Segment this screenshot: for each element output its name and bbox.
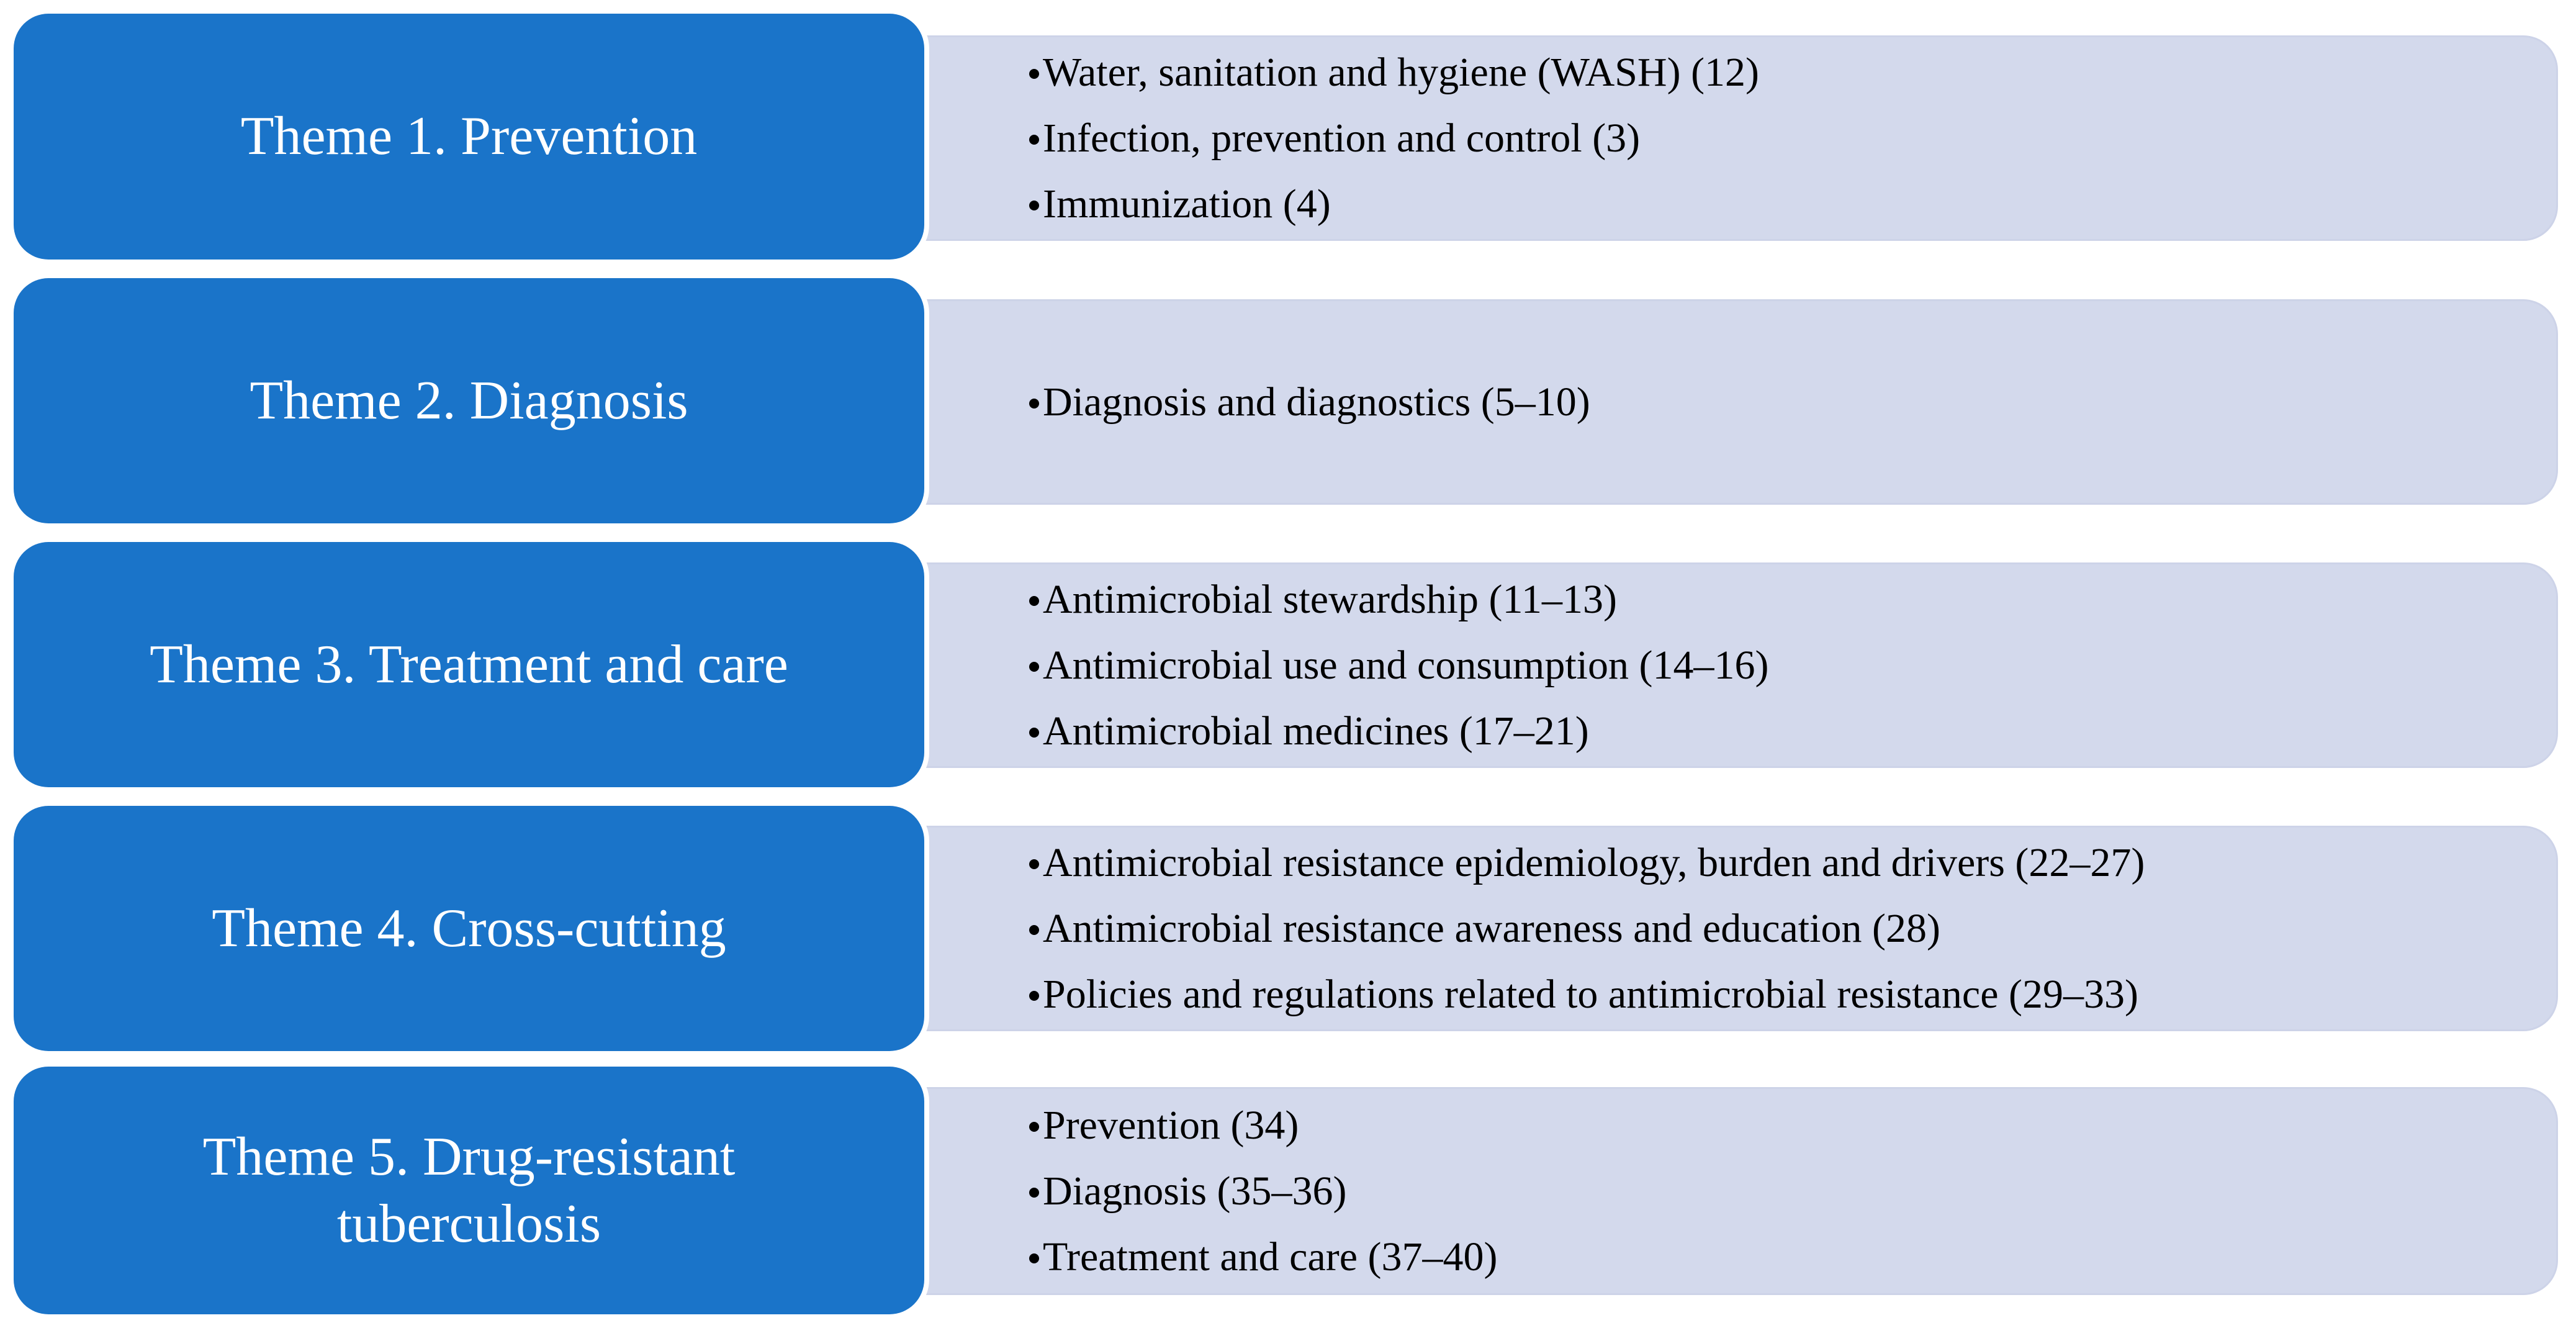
theme-4-title: Theme 4. Cross-cutting [212, 898, 726, 959]
theme-5-detail-panel [906, 1087, 2558, 1295]
item-label: Prevention (34) [1043, 1102, 1299, 1148]
list-item [1029, 1093, 1497, 1158]
list-item [1029, 1158, 1497, 1224]
item-label: Policies and regulations related to antimicrobial resistance (29–33) [1043, 971, 2138, 1017]
theme-1-title: Theme 1. Prevention [240, 106, 698, 166]
item-label: Antimicrobial use and consumption (14–16) [1043, 642, 1769, 688]
item-label: Antimicrobial resistance awareness and education (28) [1043, 905, 1940, 951]
item-label: Diagnosis and diagnostics (5–10) [1043, 379, 1590, 425]
theme-2-title: Theme 2. Diagnosis [250, 370, 688, 431]
theme-3-title: Theme 3. Treatment and care [150, 634, 788, 695]
theme-5-box [14, 1067, 924, 1314]
item-label: Antimicrobial stewardship (11–13) [1043, 576, 1618, 622]
bullet-icon [1029, 1188, 1039, 1198]
item-label: Infection, prevention and control (3) [1043, 115, 1641, 161]
list-item [1029, 1224, 1497, 1290]
item-label: Antimicrobial resistance epidemiology, burden and drivers (22–27) [1043, 839, 2145, 885]
item-label: Immunization (4) [1043, 181, 1331, 227]
theme-5-item-list [1029, 1089, 1497, 1293]
item-label: Antimicrobial medicines (17–21) [1043, 708, 1589, 754]
bullet-icon [1029, 1253, 1039, 1263]
theme-5-title: Theme 5. Drug-resistant tuberculosis [202, 1126, 736, 1254]
item-label: Water, sanitation and hygiene (WASH) (12) [1043, 49, 1760, 95]
bullet-icon [1029, 1122, 1039, 1132]
item-label: Treatment and care (37–40) [1043, 1234, 1498, 1280]
item-label: Diagnosis (35–36) [1043, 1168, 1347, 1214]
